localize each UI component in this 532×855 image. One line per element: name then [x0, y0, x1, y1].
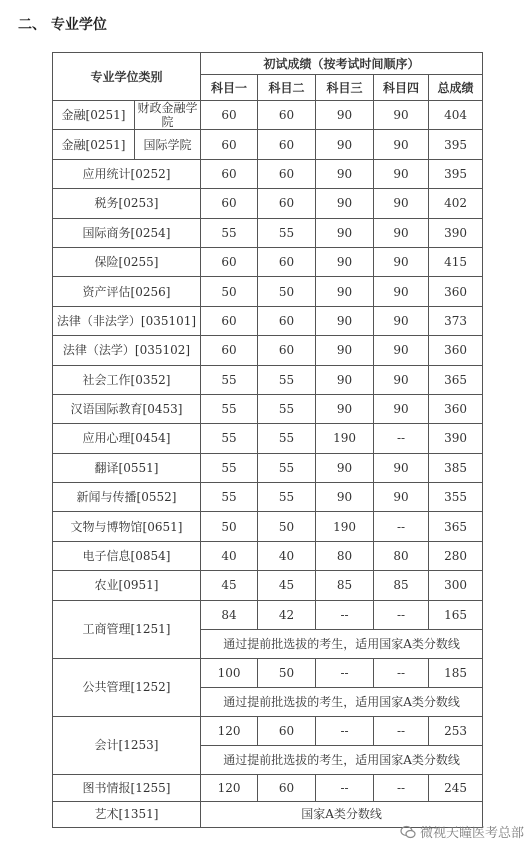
score-cell: 360 — [429, 336, 483, 365]
score-cell: 45 — [201, 571, 258, 600]
score-cell: 90 — [316, 394, 374, 423]
score-cell: 55 — [201, 394, 258, 423]
category-cell: 文物与博物馆[0651] — [53, 512, 201, 541]
score-cell: 90 — [316, 453, 374, 482]
score-cell: 90 — [316, 247, 374, 276]
subject-header: 科目一 — [201, 75, 258, 101]
score-cell: 50 — [258, 277, 316, 306]
score-cell: 60 — [258, 247, 316, 276]
category-cell: 应用心理[0454] — [53, 424, 201, 453]
table-row — [53, 483, 483, 512]
score-cell: -- — [374, 716, 429, 745]
table-row — [53, 571, 483, 600]
category-cell: 翻译[0551] — [53, 453, 201, 482]
score-cell: 60 — [258, 189, 316, 218]
score-cell: 165 — [429, 600, 483, 629]
table-row — [53, 247, 483, 276]
score-cell: 90 — [316, 189, 374, 218]
table-row — [53, 336, 483, 365]
watermark — [400, 822, 524, 841]
category-cell: 应用统计[0252] — [53, 159, 201, 188]
category-cell: 工商管理[1251] — [53, 600, 201, 658]
table-row — [53, 600, 483, 629]
score-cell: 120 — [201, 774, 258, 801]
table-row — [53, 159, 483, 188]
score-cell: 90 — [316, 159, 374, 188]
category-cell: 图书情报[1255] — [53, 774, 201, 801]
score-cell: 90 — [374, 159, 429, 188]
score-cell: 60 — [258, 306, 316, 335]
score-cell: 90 — [374, 101, 429, 130]
score-cell: 40 — [201, 541, 258, 570]
score-cell: 60 — [258, 336, 316, 365]
table-row — [53, 130, 483, 159]
score-cell: 80 — [316, 541, 374, 570]
score-cell: -- — [316, 716, 374, 745]
category-cell: 国际商务[0254] — [53, 218, 201, 247]
score-cell: -- — [316, 600, 374, 629]
table-row — [53, 365, 483, 394]
score-cell: 90 — [374, 277, 429, 306]
score-cell: 40 — [258, 541, 316, 570]
subject-header: 科目二 — [258, 75, 316, 101]
score-cell: 90 — [374, 247, 429, 276]
table-row — [53, 453, 483, 482]
header-row — [53, 53, 483, 75]
score-cell: 404 — [429, 101, 483, 130]
score-cell: 50 — [201, 277, 258, 306]
table-row — [53, 394, 483, 423]
score-cell: 90 — [374, 453, 429, 482]
category-cell: 金融[0251] — [53, 130, 135, 159]
score-cell: 373 — [429, 306, 483, 335]
category-cell: 资产评估[0256] — [53, 277, 201, 306]
score-cell: 100 — [201, 658, 258, 687]
table-row — [53, 512, 483, 541]
score-cell: 90 — [316, 130, 374, 159]
table-row — [53, 277, 483, 306]
note-cell: 通过提前批选拔的考生，适用国家A类分数线 — [201, 629, 483, 658]
score-cell: 385 — [429, 453, 483, 482]
watermark-text: 微视天瞳医考总部 — [419, 826, 524, 841]
category-cell: 会计[1253] — [53, 716, 201, 774]
note-cell: 通过提前批选拔的考生，适用国家A类分数线 — [201, 687, 483, 716]
score-cell: 90 — [316, 483, 374, 512]
score-cell: 85 — [316, 571, 374, 600]
note-cell: 通过提前批选拔的考生，适用国家A类分数线 — [201, 745, 483, 774]
category-cell: 法律（非法学）[035101] — [53, 306, 201, 335]
score-cell: 365 — [429, 365, 483, 394]
score-cell: 60 — [258, 130, 316, 159]
score-cell: 90 — [374, 365, 429, 394]
score-table — [52, 52, 483, 828]
score-cell: 60 — [201, 336, 258, 365]
score-cell: 42 — [258, 600, 316, 629]
category-cell: 公共管理[1252] — [53, 658, 201, 716]
score-cell: 60 — [258, 101, 316, 130]
score-cell: 190 — [316, 512, 374, 541]
score-cell: 185 — [429, 658, 483, 687]
score-cell: 90 — [374, 336, 429, 365]
score-cell: 360 — [429, 394, 483, 423]
category-cell: 新闻与传播[0552] — [53, 483, 201, 512]
score-cell: 395 — [429, 159, 483, 188]
score-cell: 55 — [258, 424, 316, 453]
score-cell: 60 — [201, 247, 258, 276]
score-cell: 90 — [374, 306, 429, 335]
category-cell: 法律（法学）[035102] — [53, 336, 201, 365]
score-cell: 90 — [374, 218, 429, 247]
score-cell: 245 — [429, 774, 483, 801]
score-cell: 60 — [201, 189, 258, 218]
score-cell: 90 — [374, 189, 429, 218]
score-cell: -- — [374, 512, 429, 541]
category-cell: 汉语国际教育[0453] — [53, 394, 201, 423]
table-row — [53, 306, 483, 335]
note-cell: 国家A类分数线 — [201, 801, 483, 827]
score-cell: 395 — [429, 130, 483, 159]
table-row — [53, 658, 483, 687]
score-cell: 280 — [429, 541, 483, 570]
score-cell: 90 — [374, 394, 429, 423]
score-cell: 120 — [201, 716, 258, 745]
score-cell: 55 — [201, 453, 258, 482]
score-cell: 85 — [374, 571, 429, 600]
score-cell: 55 — [201, 483, 258, 512]
college-cell: 国际学院 — [135, 130, 201, 159]
score-cell: 45 — [258, 571, 316, 600]
score-cell: 60 — [258, 716, 316, 745]
score-cell: 90 — [316, 218, 374, 247]
score-cell: 90 — [316, 365, 374, 394]
score-cell: 415 — [429, 247, 483, 276]
score-cell: 50 — [258, 512, 316, 541]
score-cell: 84 — [201, 600, 258, 629]
score-cell: -- — [374, 658, 429, 687]
group-header: 初试成绩（按考试时间顺序） — [201, 53, 483, 75]
score-cell: 390 — [429, 424, 483, 453]
category-cell: 社会工作[0352] — [53, 365, 201, 394]
subject-header: 科目三 — [316, 75, 374, 101]
category-cell: 保险[0255] — [53, 247, 201, 276]
table-row — [53, 189, 483, 218]
score-cell: 90 — [316, 101, 374, 130]
category-cell: 农业[0951] — [53, 571, 201, 600]
table-row — [53, 101, 483, 130]
category-cell: 电子信息[0854] — [53, 541, 201, 570]
score-cell: 90 — [374, 483, 429, 512]
score-cell: 55 — [201, 365, 258, 394]
score-cell: 80 — [374, 541, 429, 570]
score-cell: 190 — [316, 424, 374, 453]
score-cell: 55 — [258, 365, 316, 394]
score-cell: 90 — [374, 130, 429, 159]
score-cell: 90 — [316, 336, 374, 365]
score-cell: -- — [316, 774, 374, 801]
score-cell: 55 — [201, 218, 258, 247]
table-row — [53, 774, 483, 801]
score-cell: 300 — [429, 571, 483, 600]
score-cell: 60 — [201, 159, 258, 188]
score-cell: 55 — [258, 483, 316, 512]
score-cell: 360 — [429, 277, 483, 306]
wechat-icon — [400, 824, 416, 840]
subject-header: 科目四 — [374, 75, 429, 101]
category-cell: 税务[0253] — [53, 189, 201, 218]
score-cell: 55 — [201, 424, 258, 453]
table-row — [53, 218, 483, 247]
score-cell: -- — [374, 774, 429, 801]
score-cell: 60 — [201, 130, 258, 159]
score-cell: 402 — [429, 189, 483, 218]
score-cell: 55 — [258, 394, 316, 423]
score-cell: -- — [374, 424, 429, 453]
score-cell: 365 — [429, 512, 483, 541]
category-header: 专业学位类别 — [53, 53, 201, 101]
score-cell: 50 — [201, 512, 258, 541]
score-cell: 253 — [429, 716, 483, 745]
score-cell: 50 — [258, 658, 316, 687]
score-cell: -- — [316, 658, 374, 687]
score-cell: 60 — [258, 774, 316, 801]
score-cell: 60 — [201, 101, 258, 130]
category-cell: 艺术[1351] — [53, 801, 201, 827]
total-header: 总成绩 — [429, 75, 483, 101]
score-cell: 60 — [258, 159, 316, 188]
score-cell: 90 — [316, 277, 374, 306]
score-cell: 60 — [201, 306, 258, 335]
score-cell: 90 — [316, 306, 374, 335]
college-cell: 财政金融学院 — [135, 101, 201, 130]
score-cell: 55 — [258, 453, 316, 482]
score-cell: -- — [374, 600, 429, 629]
table-row — [53, 541, 483, 570]
table-row — [53, 716, 483, 745]
table-row — [53, 424, 483, 453]
score-cell: 355 — [429, 483, 483, 512]
score-cell: 390 — [429, 218, 483, 247]
score-cell: 55 — [258, 218, 316, 247]
section-heading: 二、 专业学位 — [18, 17, 107, 33]
category-cell: 金融[0251] — [53, 101, 135, 130]
